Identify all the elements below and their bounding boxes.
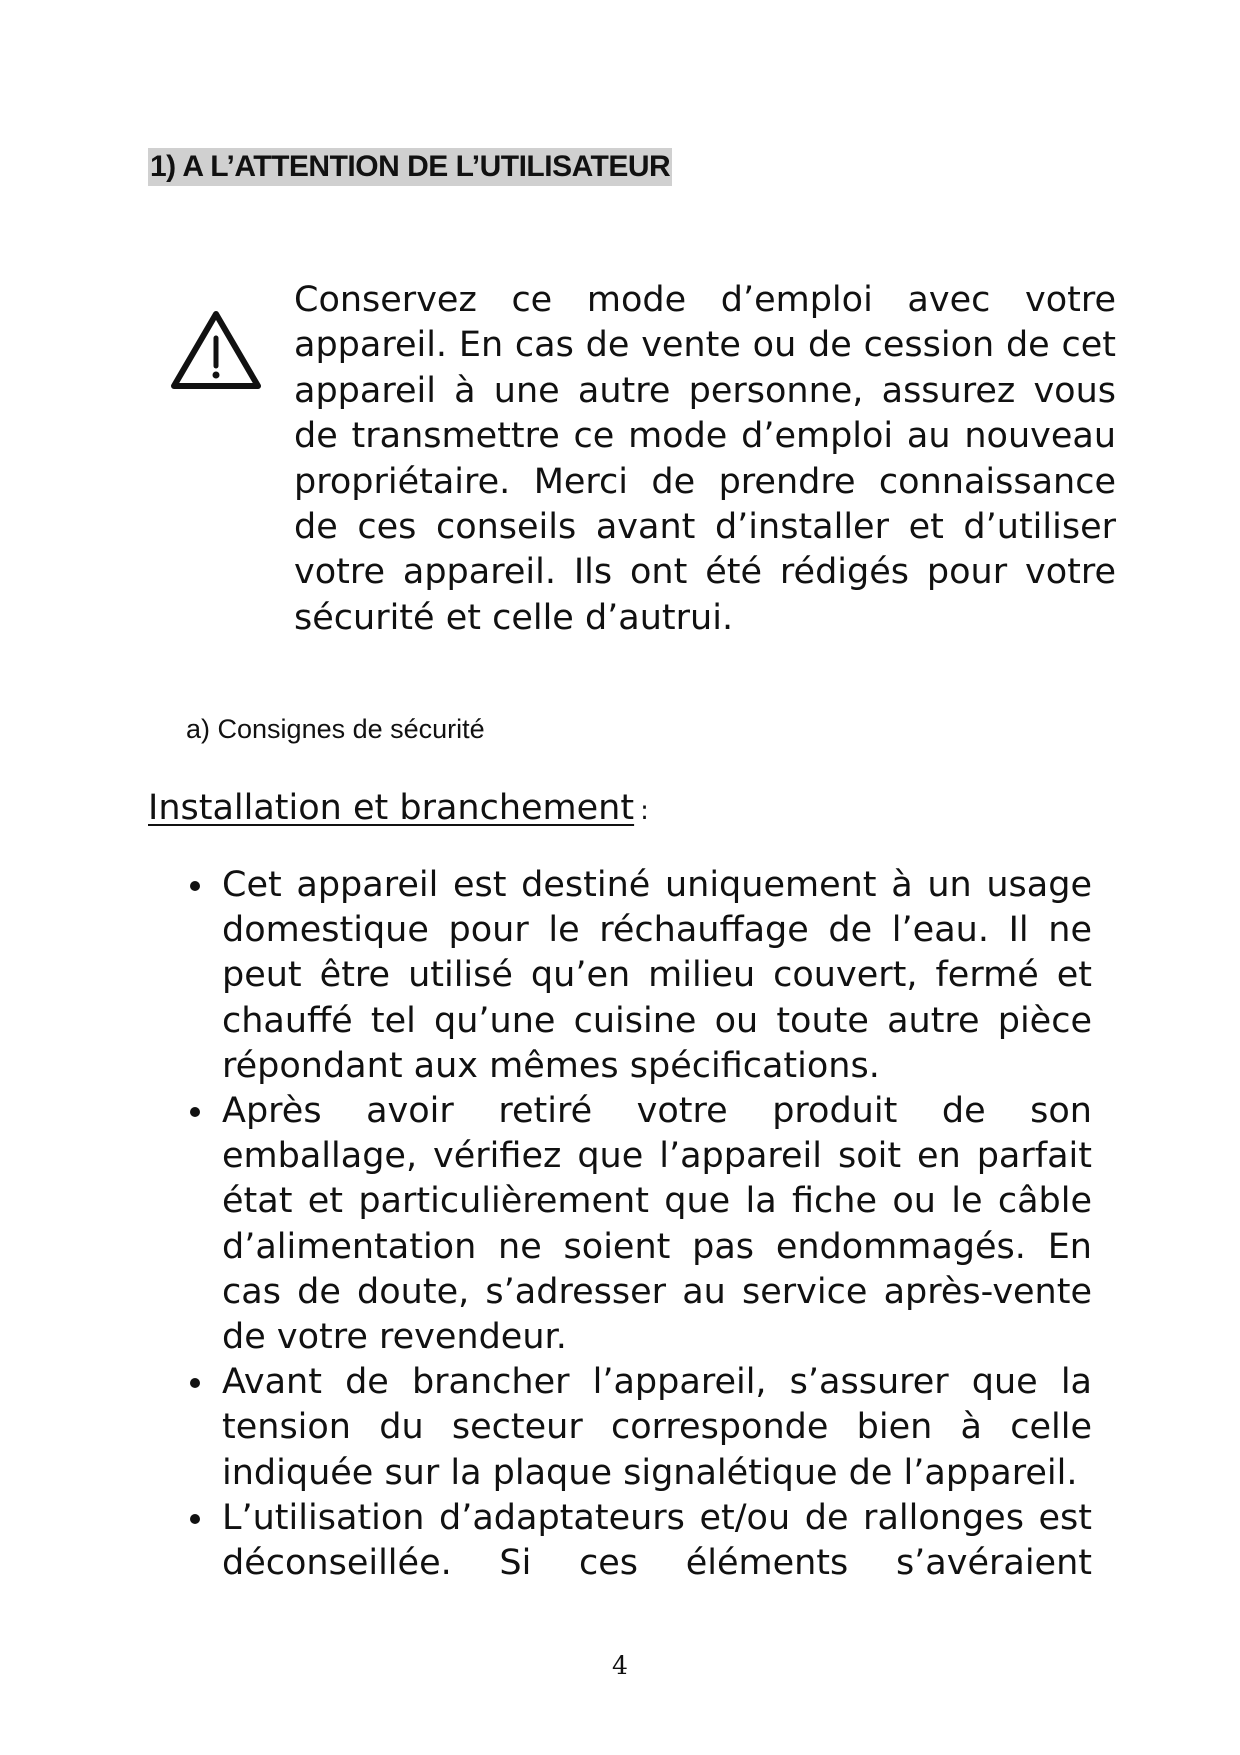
section-number: 1) [150, 150, 176, 183]
bullet-icon [190, 881, 200, 891]
sub-heading-title: Consignes de sécurité [217, 714, 485, 744]
list-item-text: L’utilisation d’adaptateurs et/ou de rallonges est déconseillée. Si ces éléments s’avéraient [222, 1497, 1092, 1584]
section-heading [148, 148, 672, 186]
warning-paragraph: Conservez ce mode d’emploi avec votre appareil. En cas de vente ou de cession de cet appareil à une autre personne, assurez vous de transmettre ce mode d’emploi au nouveau propriétaire. Merci de prendre connaissance de ces conseils avant d’installer et d’utiliser votre appareil. Ils ont été rédigés pour votre sécurité et celle d’autrui. [294, 280, 1116, 638]
list-item [186, 1360, 1092, 1496]
installation-heading-text: Installation et branchement [148, 788, 635, 828]
list-item [186, 1089, 1092, 1360]
safety-bullet-list [186, 863, 1092, 1586]
list-item [186, 863, 1092, 1089]
bullet-icon [190, 1378, 200, 1388]
sub-heading-marker: a) [186, 714, 211, 744]
section-title: A L’ATTENTION DE L’UTILISATEUR [182, 150, 671, 183]
bullet-icon [190, 1107, 200, 1117]
bullet-icon [190, 1514, 200, 1524]
page-number: 4 [612, 1651, 628, 1680]
list-item [186, 1496, 1092, 1586]
list-item-text: Après avoir retiré votre produit de son emballage, vérifiez que l’appareil soit en parfait état et particulièrement que la fiche ou le câble d’alimentation ne soient pas endommagés. En cas de doute, s’adresser au service après-vente de votre revendeur. [222, 1091, 1092, 1358]
sub-heading [186, 712, 485, 746]
warning-triangle-icon [168, 308, 264, 392]
installation-heading [148, 786, 649, 833]
installation-heading-colon: : [640, 796, 649, 826]
list-item-text: Cet appareil est destiné uniquement à un usage domestique pour le réchauffage de l’eau. Il ne peut être utilisé qu’en milieu couvert, fermé et chauffé tel qu’une cuisine ou toute autre pièce répondant aux mêmes spécifications. [222, 865, 1092, 1086]
list-item-text: Avant de brancher l’appareil, s’assurer que la tension du secteur corresponde bien à celle indiquée sur la plaque signalétique de l’appareil. [222, 1362, 1092, 1493]
